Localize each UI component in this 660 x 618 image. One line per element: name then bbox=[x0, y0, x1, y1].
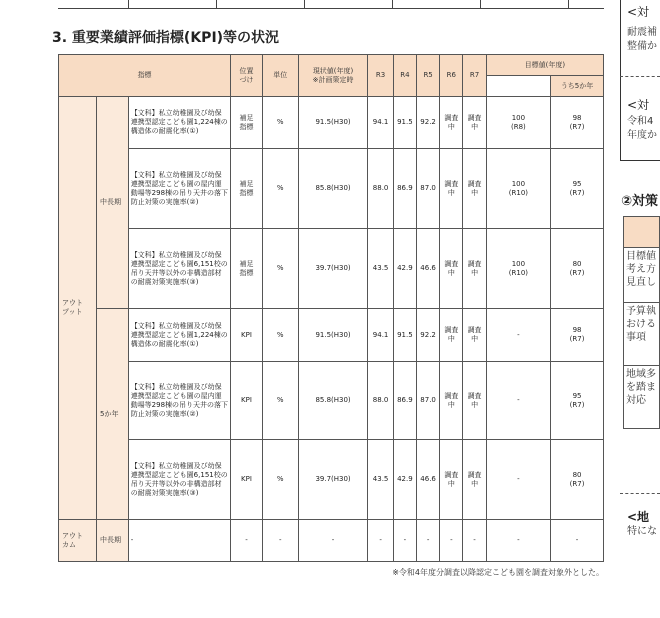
current-cell: 85.8(H30) bbox=[298, 362, 368, 440]
right-cell1-c: 見直し bbox=[626, 277, 656, 288]
r5-cell: 46.6 bbox=[416, 440, 439, 520]
right-heading-2: <対 bbox=[627, 98, 650, 112]
current-cell: 91.5(H30) bbox=[298, 97, 368, 149]
r3-cell: - bbox=[368, 520, 393, 562]
header-current: 現状値(年度) ※計画策定時 bbox=[298, 55, 368, 97]
r6-cell: 調査 中 bbox=[440, 229, 463, 309]
current-cell: 85.8(H30) bbox=[298, 149, 368, 229]
kpi-table bbox=[58, 54, 604, 562]
table-row bbox=[59, 309, 604, 362]
target5-cell: 95 (R7) bbox=[551, 362, 604, 440]
table-row bbox=[59, 97, 604, 149]
r4-cell: 91.5 bbox=[393, 309, 416, 362]
r5-cell: 46.6 bbox=[416, 229, 439, 309]
r5-cell: - bbox=[416, 520, 439, 562]
right-text-1b: 整備か bbox=[627, 41, 657, 52]
position-cell: 補足 指標 bbox=[231, 149, 263, 229]
unit-cell: % bbox=[262, 362, 298, 440]
table-row bbox=[59, 440, 604, 520]
r5-cell: 92.2 bbox=[416, 309, 439, 362]
r4-cell: 91.5 bbox=[393, 97, 416, 149]
right-cell1-a: 目標値 bbox=[626, 251, 656, 262]
unit-cell: % bbox=[262, 97, 298, 149]
footnote: ※令和4年度分調査以降認定こども園を調査対象外とした。 bbox=[392, 568, 604, 577]
r6-cell: 調査 中 bbox=[440, 97, 463, 149]
current-cell: 39.7(H30) bbox=[298, 229, 368, 309]
unit-cell: % bbox=[262, 229, 298, 309]
right-cell2-b: おける bbox=[626, 319, 656, 330]
r7-cell: 調査 中 bbox=[463, 309, 486, 362]
r7-cell: - bbox=[463, 520, 486, 562]
target-cell: - bbox=[486, 520, 550, 562]
r3-cell: 88.0 bbox=[368, 149, 393, 229]
right-cell2-a: 予算執 bbox=[626, 306, 656, 317]
group-outcome: アウト カム bbox=[59, 520, 97, 562]
r7-cell: 調査 中 bbox=[463, 97, 486, 149]
position-cell: - bbox=[231, 520, 263, 562]
r3-cell: 88.0 bbox=[368, 362, 393, 440]
right-text-3: 特にな bbox=[627, 526, 657, 537]
right-section-2-title: ②対策 bbox=[621, 194, 659, 209]
target5-cell: - bbox=[551, 520, 604, 562]
header-r3: R3 bbox=[368, 55, 393, 97]
r4-cell: - bbox=[393, 520, 416, 562]
table-row bbox=[59, 149, 604, 229]
current-cell: - bbox=[298, 520, 368, 562]
header-r5: R5 bbox=[416, 55, 439, 97]
indicator-desc: - bbox=[128, 520, 230, 562]
target-cell: - bbox=[486, 362, 550, 440]
target-cell: 100 (R8) bbox=[486, 97, 550, 149]
r7-cell: 調査 中 bbox=[463, 362, 486, 440]
position-cell: KPI bbox=[231, 309, 263, 362]
right-divider bbox=[620, 76, 660, 77]
indicator-desc: 【文科】私立幼稚園及び幼保連携型認定こども園の屋内運動場等298棟の吊り天井の落下防止対策の実施率(②) bbox=[128, 149, 230, 229]
target-cell: 100 (R10) bbox=[486, 229, 550, 309]
target5-cell: 98 (R7) bbox=[551, 97, 604, 149]
r4-cell: 42.9 bbox=[393, 229, 416, 309]
target-cell: - bbox=[486, 440, 550, 520]
header-target: 目標値(年度) bbox=[486, 55, 603, 76]
right-cell2-c: 事項 bbox=[626, 332, 646, 343]
right-text-2b: 年度か bbox=[627, 130, 657, 141]
position-cell: KPI bbox=[231, 362, 263, 440]
position-cell: KPI bbox=[231, 440, 263, 520]
group-five-year: 5か年 bbox=[97, 309, 129, 520]
right-heading-1: <対 bbox=[627, 5, 650, 19]
r4-cell: 86.9 bbox=[393, 149, 416, 229]
target5-cell: 80 (R7) bbox=[551, 440, 604, 520]
r4-cell: 86.9 bbox=[393, 362, 416, 440]
target-cell: 100 (R10) bbox=[486, 149, 550, 229]
header-indicator: 指標 bbox=[59, 55, 231, 97]
unit-cell: % bbox=[262, 309, 298, 362]
right-text-1a: 耐震補 bbox=[627, 27, 657, 38]
right-table bbox=[623, 216, 660, 429]
r5-cell: 87.0 bbox=[416, 362, 439, 440]
right-cell1-b: 考え方 bbox=[626, 264, 656, 275]
header-target-5yr: うち5か年 bbox=[551, 76, 604, 97]
r5-cell: 92.2 bbox=[416, 97, 439, 149]
unit-cell: % bbox=[262, 149, 298, 229]
r3-cell: 94.1 bbox=[368, 309, 393, 362]
indicator-desc: 【文科】私立幼稚園及び幼保連携型認定こども園の屋内運動場等298棟の吊り天井の落下防止対策の実施率(②) bbox=[128, 362, 230, 440]
position-cell: 補足 指標 bbox=[231, 229, 263, 309]
r6-cell: 調査 中 bbox=[440, 362, 463, 440]
right-text-2a: 令和4 bbox=[627, 116, 654, 127]
target5-cell: 80 (R7) bbox=[551, 229, 604, 309]
unit-cell: % bbox=[262, 440, 298, 520]
r3-cell: 43.5 bbox=[368, 229, 393, 309]
header-r4: R4 bbox=[393, 55, 416, 97]
right-cell3-a: 地域多 bbox=[626, 369, 656, 380]
table-row bbox=[59, 362, 604, 440]
current-cell: 91.5(H30) bbox=[298, 309, 368, 362]
r7-cell: 調査 中 bbox=[463, 149, 486, 229]
indicator-desc: 【文科】私立幼稚園及び幼保連携型認定こども園6,151校の吊り天井等以外の非構造部材の耐震対策実施率(③) bbox=[128, 440, 230, 520]
r7-cell: 調査 中 bbox=[463, 229, 486, 309]
r5-cell: 87.0 bbox=[416, 149, 439, 229]
indicator-desc: 【文科】私立幼稚園及び幼保連携型認定こども園1,224棟の構造体の耐震化率(①) bbox=[128, 309, 230, 362]
header-unit: 単位 bbox=[262, 55, 298, 97]
r6-cell: 調査 中 bbox=[440, 440, 463, 520]
current-cell: 39.7(H30) bbox=[298, 440, 368, 520]
r6-cell: 調査 中 bbox=[440, 149, 463, 229]
target-cell: - bbox=[486, 309, 550, 362]
target5-cell: 98 (R7) bbox=[551, 309, 604, 362]
r3-cell: 94.1 bbox=[368, 97, 393, 149]
unit-cell: - bbox=[262, 520, 298, 562]
right-divider-2 bbox=[620, 493, 660, 494]
group-medium-term: 中長期 bbox=[97, 97, 129, 309]
indicator-desc: 【文科】私立幼稚園及び幼保連携型認定こども園1,224棟の構造体の耐震化率(①) bbox=[128, 97, 230, 149]
right-heading-3: <地 bbox=[627, 510, 650, 524]
right-cell3-b: を踏ま bbox=[626, 382, 656, 393]
indicator-desc: 【文科】私立幼稚園及び幼保連携型認定こども園6,151校の吊り天井等以外の非構造部材の耐震対策実施率(③) bbox=[128, 229, 230, 309]
target5-cell: 95 (R7) bbox=[551, 149, 604, 229]
table-row bbox=[59, 520, 604, 562]
table-row bbox=[59, 229, 604, 309]
section-title: 3. 重要業績評価指標(KPI)等の状況 bbox=[52, 30, 280, 46]
previous-table-bottom bbox=[58, 0, 604, 9]
group-output: アウト プット bbox=[59, 97, 97, 520]
r3-cell: 43.5 bbox=[368, 440, 393, 520]
header-r6: R6 bbox=[440, 55, 463, 97]
r4-cell: 42.9 bbox=[393, 440, 416, 520]
group-outcome-term: 中長期 bbox=[97, 520, 129, 562]
right-cell3-c: 対応 bbox=[626, 395, 646, 406]
position-cell: 補足 指標 bbox=[231, 97, 263, 149]
r6-cell: - bbox=[440, 520, 463, 562]
r7-cell: 調査 中 bbox=[463, 440, 486, 520]
header-position: 位置 づけ bbox=[231, 55, 263, 97]
header-r7: R7 bbox=[463, 55, 486, 97]
r6-cell: 調査 中 bbox=[440, 309, 463, 362]
